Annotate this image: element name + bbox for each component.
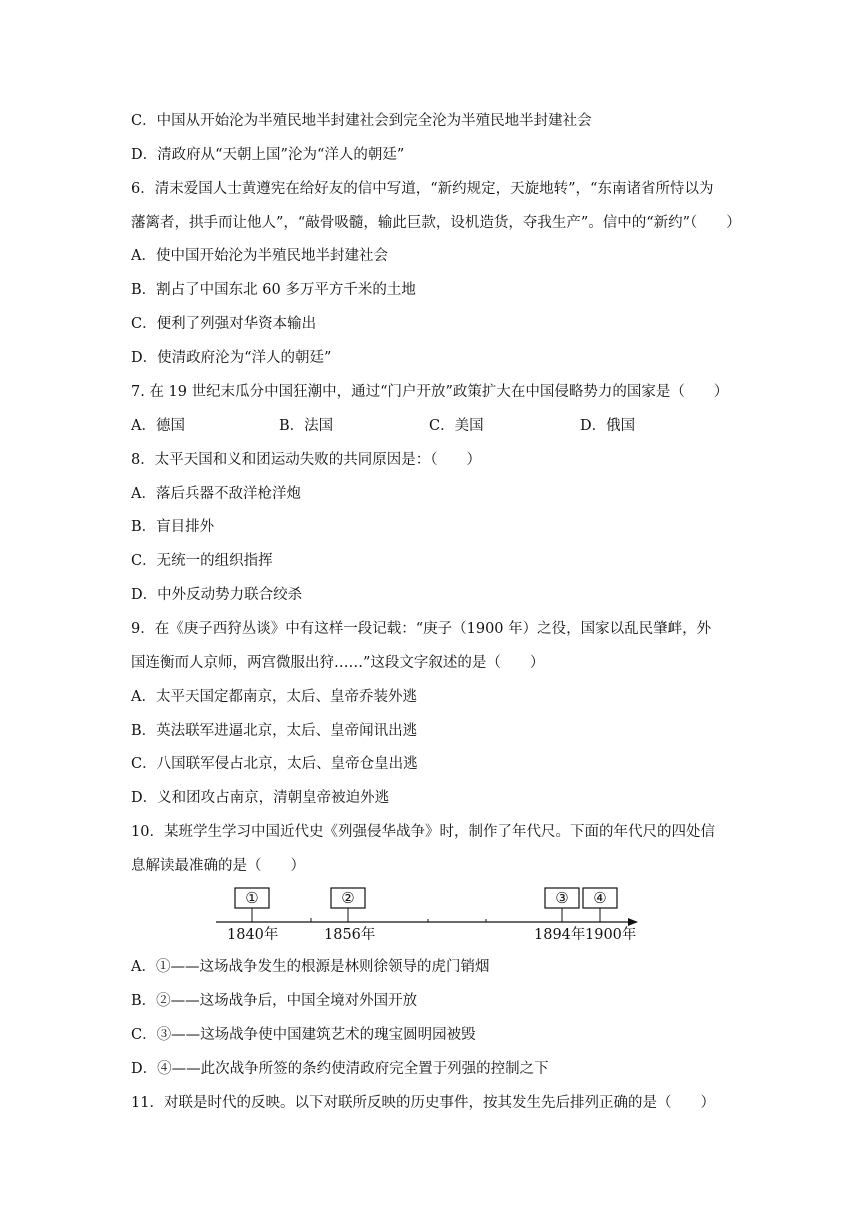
q9-option-d: D．义和团攻占南京，清朝皇帝被迫外逃 xyxy=(131,790,390,806)
q8-option-c: C．无统一的组织指挥 xyxy=(131,553,273,569)
q10-option-d: D．④——此次战争所签的条约使清政府完全置于列强的控制之下 xyxy=(131,1061,549,1077)
q5-option-d: D．清政府从“天朝上国”沦为“洋人的朝廷” xyxy=(131,147,405,163)
q10-option-a: A．①——这场战争发生的根源是林则徐领导的虎门销烟 xyxy=(131,959,490,975)
timeline-year-1856: 1856年 xyxy=(324,927,376,943)
q7-option-a: A．德国 xyxy=(131,418,185,434)
q7-options xyxy=(131,416,651,436)
q8-option-d: D．中外反动势力联合绞杀 xyxy=(131,587,303,603)
q6-option-b: B．割占了中国东北 60 多万平方千米的土地 xyxy=(131,282,416,298)
q7-stem: 7. 在 19 世纪末瓜分中国狂潮中，通过“门户开放”政策扩大在中国侵略势力的国家是（ ） xyxy=(131,384,729,400)
q9-option-c: C．八国联军侵占北京，太后、皇帝仓皇出逃 xyxy=(131,756,418,772)
q10-option-c: C．③——这场战争使中国建筑艺术的瑰宝圆明园被毁 xyxy=(131,1027,476,1043)
q9-stem-line1: 9．在《庚子西狩丛谈》中有这样一段记载：“庚子（1900 年）之役，国家以乱民肇衅，外 xyxy=(131,621,712,637)
q10-option-b: B．②——这场战争后，中国全境对外国开放 xyxy=(131,993,418,1009)
timeline-arrow xyxy=(628,918,638,926)
q8-option-b: B．盲目排外 xyxy=(131,519,215,535)
timeline-mark-2: ② xyxy=(341,889,355,907)
q8-stem: 8．太平天国和义和团运动失败的共同原因是：（ ） xyxy=(131,452,481,468)
q9-option-a: A．太平天国定都南京，太后、皇帝乔装外逃 xyxy=(131,689,417,705)
q11-stem: 11．对联是时代的反映。以下对联所反映的历史事件，按其发生先后排列正确的是（ ） xyxy=(131,1095,715,1111)
q6-option-d: D．使清政府沦为“洋人的朝廷” xyxy=(131,350,332,366)
q8-option-a: A．落后兵器不敌洋枪洋炮 xyxy=(131,486,301,502)
year-timeline-figure xyxy=(200,882,660,952)
q6-option-a: A．使中国开始沦为半殖民地半封建社会 xyxy=(131,248,388,264)
timeline-year-1894: 1894年 xyxy=(534,927,586,943)
q7-option-b: B．法国 xyxy=(279,418,334,434)
timeline-year-1840: 1840年 xyxy=(227,927,279,943)
q7-option-c: C．美国 xyxy=(429,418,484,434)
timeline-mark-4: ④ xyxy=(593,889,607,907)
q6-option-c: C．便利了列强对华资本输出 xyxy=(131,316,317,332)
timeline-mark-3: ③ xyxy=(555,889,569,907)
q6-stem-line1: 6．清末爱国人士黄遵宪在给好友的信中写道，“新约规定，天旋地转”，“东南诸省所恃以为 xyxy=(131,181,714,197)
q5-option-c: C．中国从开始沦为半殖民地半封建社会到完全沦为半殖民地半封建社会 xyxy=(131,113,592,129)
q10-stem-line2: 息解读最准确的是（ ） xyxy=(131,858,305,874)
q9-stem-line2: 国连衡而人京师，两宫微服出狩……”这段文字叙述的是（ ） xyxy=(131,655,545,671)
timeline-mark-1: ① xyxy=(245,889,259,907)
q9-option-b: B．英法联军进逼北京，太后、皇帝闻讯出逃 xyxy=(131,723,418,739)
q10-stem-line1: 10．某班学生学习中国近代史《列强侵华战争》时，制作了年代尺。下面的年代尺的四处信 xyxy=(131,824,715,840)
timeline-year-1900: 1900年 xyxy=(585,927,637,943)
q6-stem-line2: 藩篱者，拱手而让他人”，“敲骨吸髓，输此巨款，设机造货，夺我生产”。信中的“新约”（ ） xyxy=(131,215,741,231)
q7-option-d: D．俄国 xyxy=(580,418,636,434)
